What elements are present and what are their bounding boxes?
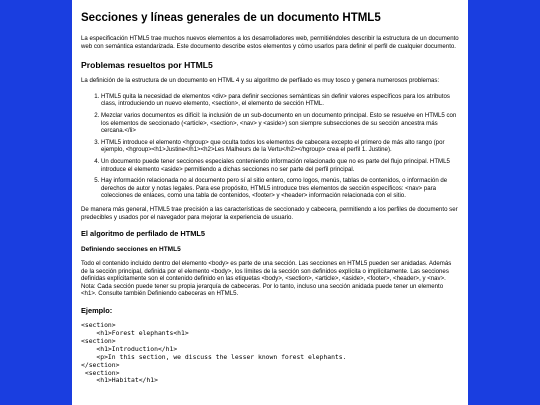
subheading-defining-sections: Definiendo secciones en HTML5 xyxy=(81,246,181,254)
page-title: Secciones y líneas generales de un documento HTML5 xyxy=(81,12,381,24)
list-item: 4. Un documento puede tener secciones especiales conteniendo información relacionado que no es parte del flujo principal. HTML5 introduce el elemento <aside> permitiendo a dichas secciones no ser parte del perfil principal. xyxy=(101,158,459,173)
section-heading-algorithm: El algoritmo de perfilado de HTML5 xyxy=(81,229,206,239)
intro-paragraph: La especificación HTML5 trae muchos nuevos elementos a los desarrolladores web, permitiéndoles describir la estructura de un documento web con semántica estandarizada. Este documento describe estos elementos y cómo usarlos para definir el perfil de cualquier documento. xyxy=(81,35,459,50)
section-heading-problems: Problemas resueltos por HTML5 xyxy=(81,60,213,71)
code-example: <section> <h1>Forest elephants<h1> <section> <h1>Introduction</h1> <p>In this section, we discuss the lesser known forest elephants. </section> <section> <h1>Habitat</h1> xyxy=(81,321,347,385)
list-item: 3. HTML5 introduce el elemento <hgroup> que oculta todos los elementos de cabecera excepto el primero de más alto rango (por ejemplo, <hgroup><h1>Justine</h1><h2>Les Malheurs de la Vertu</h2></hgroup> crea el perfil 1. Justine). xyxy=(101,139,459,154)
example-heading: Ejemplo: xyxy=(81,306,113,316)
list-item: 5. Hay información relacionada no al documento pero sí al sitio entero, como logos, menús, tablas de contenidos, o información de derechos de autor y notas legales. Para ese propósito, HTML5 introduce tres elementos de sección específicos: <nav> para colecciones de enlaces, como una tabla de contenidos, <footer> y <header> información relacionada con el sitio. xyxy=(101,177,459,200)
algorithm-paragraph: Todo el contenido incluido dentro del elemento <body> es parte de una sección. Las secciones en HTML5 pueden ser anidadas. Además de la sección principal, definida por el elemento <body>, los límites de la sección son definidos explícita o implícitamente. Las secciones definidas explícitamente son el contenido definido en las etiquetas <body>, <section>, <article>, <aside>, <footer>, <header>, y <nav>. Nota: Cada sección puede tener su propia jerarquía de cabeceras. Por lo tanto, incluso una sección anidada puede tener un elemento <h1>. Consulte también Definiendo cabeceras en HTML5. xyxy=(81,260,452,298)
problems-list xyxy=(81,93,459,200)
list-item: 1. HTML5 quita la necesidad de elementos <div> para definir secciones semánticas sin definir valores específicos para los atributos class, introduciendo un nuevo elemento, <section>, el elemento de sección HTML. xyxy=(101,93,459,108)
list-item: 2. Mezclar varios documentos es difícil: la inclusión de un sub-documento en un documento principal. Esto se resuelve en HTML5 con los elementos de seccionado (<article>, <section>, <nav> y <aside>) son siempre subsecciones de su sección ancestra más cercana.</li> xyxy=(101,112,459,135)
problems-closing: De manera más general, HTML5 trae precisión a las características de seccionado y cabecera, permitiendo a los perfiles de documento ser predecibles y usados por el navegador para mejorar la experiencia de usuario. xyxy=(81,205,458,221)
document-page xyxy=(72,0,468,405)
problems-lead: La definición de la estructura de un documento en HTML 4 y su algoritmo de perfilado es muy tosco y genera numerosos problemas: xyxy=(81,77,440,85)
